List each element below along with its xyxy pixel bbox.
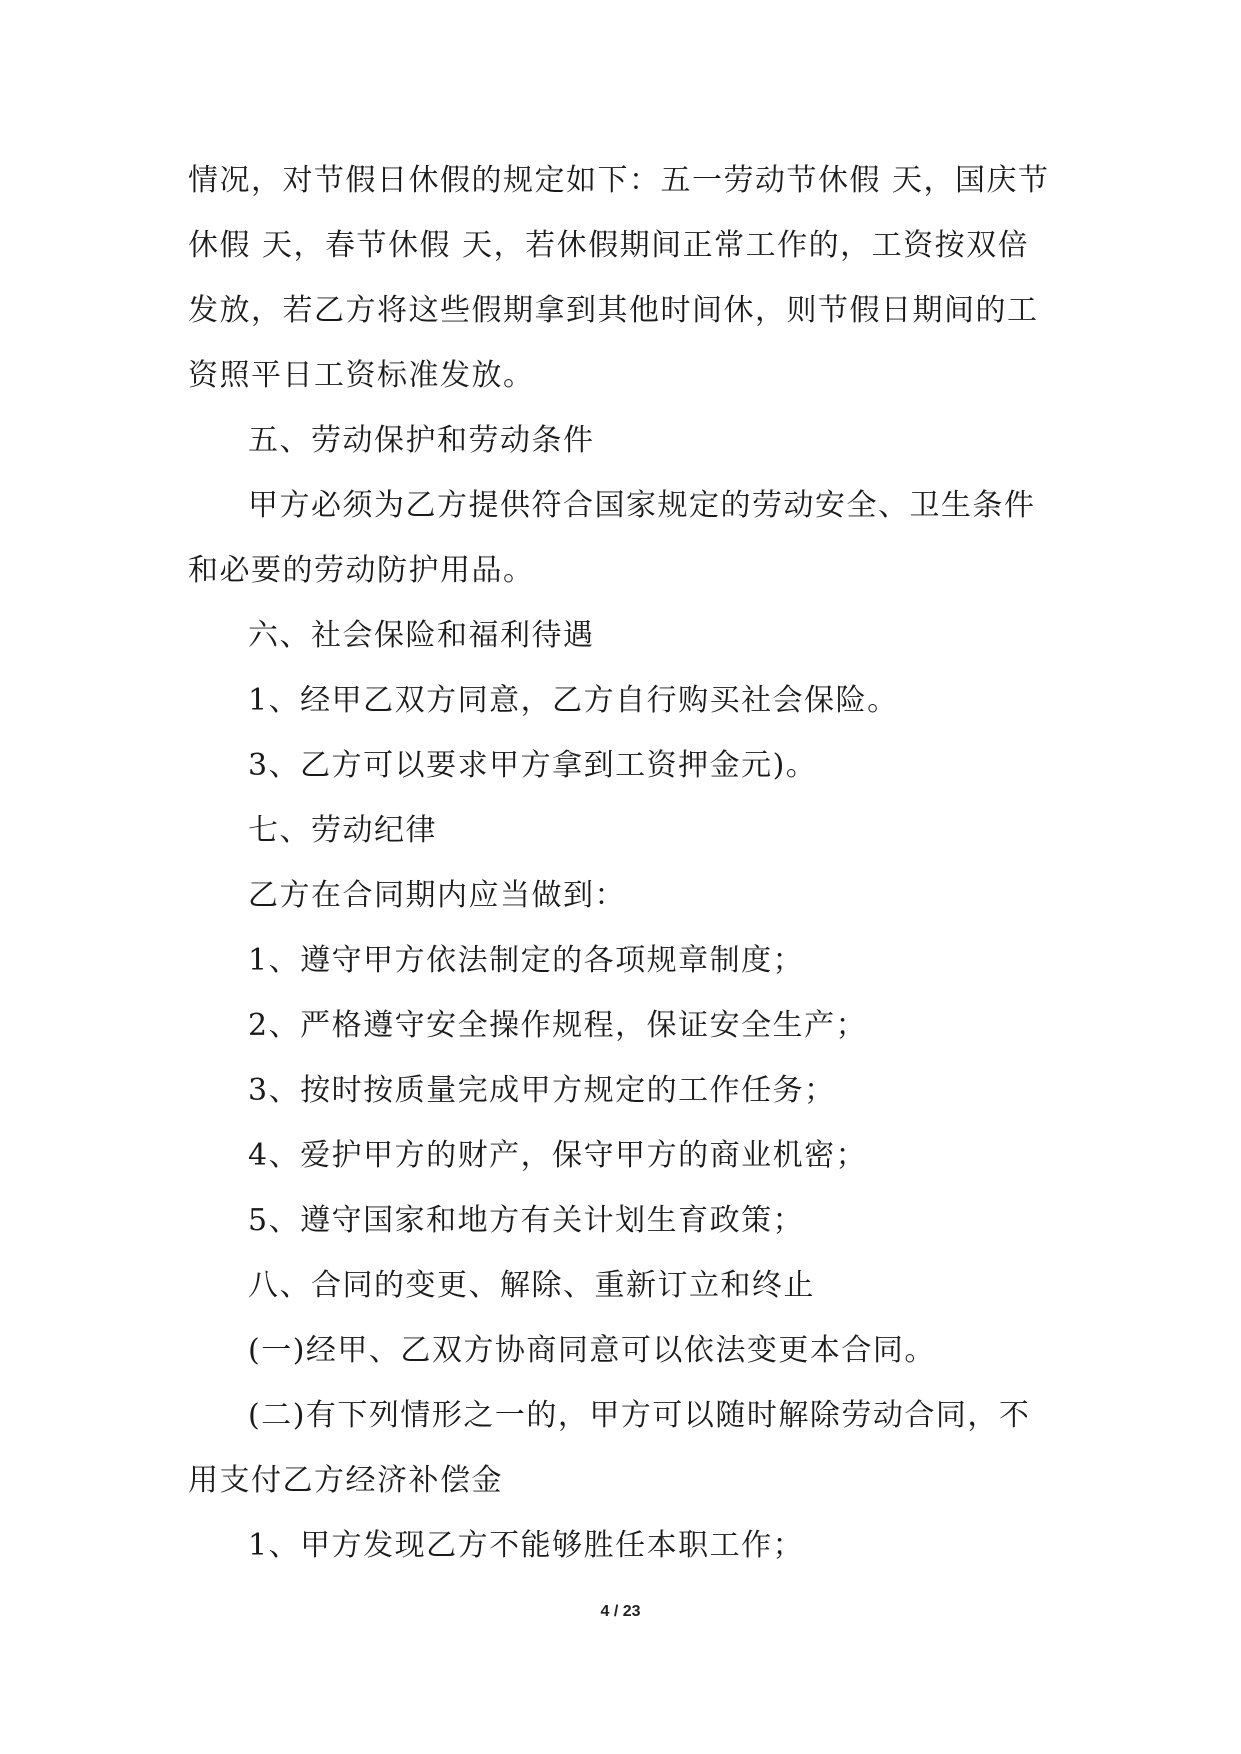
- list-item: 1、遵守甲方依法制定的各项规章制度；: [248, 943, 805, 978]
- list-item: 3、乙方可以要求甲方拿到工资押金元)。: [248, 748, 818, 783]
- list-item: 4、爱护甲方的财产，保守甲方的商业机密；: [248, 1138, 868, 1173]
- list-item: 1、经甲乙双方同意，乙方自行购买社会保险。: [248, 683, 899, 718]
- list-item: 2、严格遵守安全操作规程，保证安全生产；: [248, 1008, 868, 1043]
- paragraph-safety-conditions: 甲方必须为乙方提供符合国家规定的劳动安全、卫生条件和必要的劳动防护用品。: [188, 488, 1036, 588]
- section-heading-contract-changes: 八、合同的变更、解除、重新订立和终止: [248, 1268, 815, 1303]
- list-item: 5、遵守国家和地方有关计划生育政策；: [248, 1203, 805, 1238]
- list-item: 3、按时按质量完成甲方规定的工作任务；: [248, 1073, 836, 1108]
- section-heading-social-insurance: 六、社会保险和福利待遇: [248, 618, 595, 653]
- page-number: 4 / 23: [600, 1603, 641, 1620]
- list-item: (二)有下列情形之一的，甲方可以随时解除劳动合同，不用支付乙方经济补偿金: [188, 1398, 1031, 1498]
- paragraph-holiday-rules: 情况，对节假日休假的规定如下：五一劳动节休假 天，国庆节休假 天，春节休假 天，若休假期间正常工作的，工资按双倍发放，若乙方将这些假期拿到其他时间休，则节假日期间的工资照平日工资标准发放。: [188, 163, 1050, 393]
- section-heading-labor-discipline: 七、劳动纪律: [248, 813, 437, 848]
- section-heading-labor-protection: 五、劳动保护和劳动条件: [248, 423, 595, 458]
- document-body: [188, 148, 1054, 1578]
- list-item: 1、甲方发现乙方不能够胜任本职工作；: [248, 1528, 805, 1563]
- list-item: (一)经甲、乙双方协商同意可以依法变更本合同。: [248, 1333, 936, 1368]
- paragraph-obligations-intro: 乙方在合同期内应当做到：: [248, 878, 626, 913]
